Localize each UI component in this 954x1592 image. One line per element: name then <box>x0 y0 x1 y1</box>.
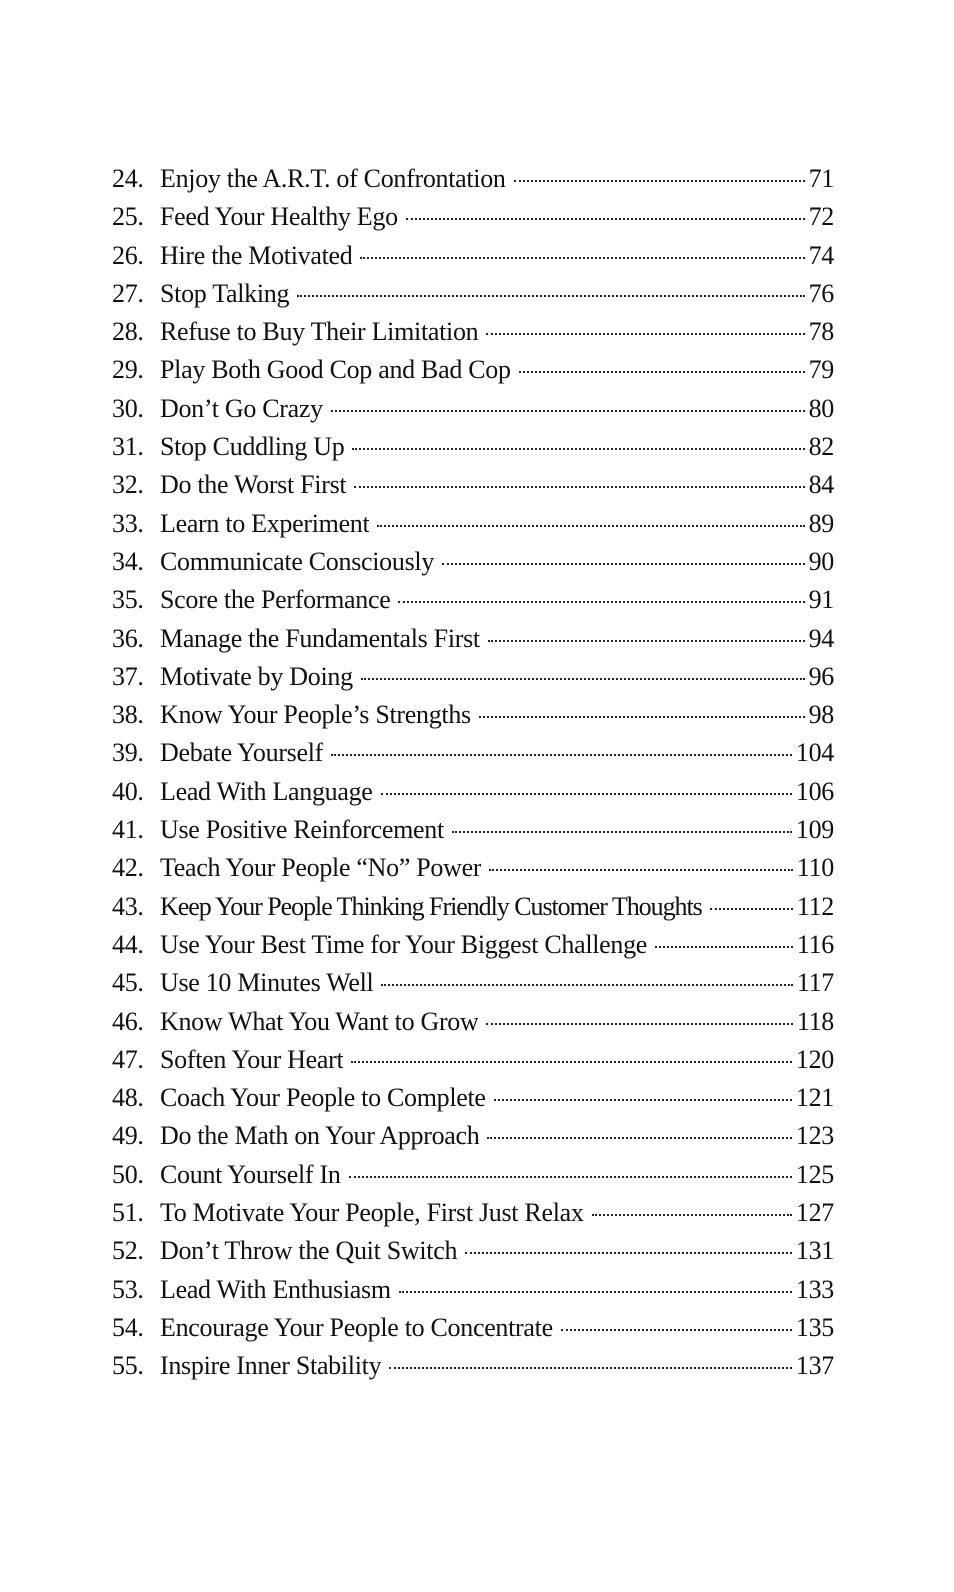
dot-leader <box>561 1328 792 1331</box>
toc-entry-number: 47. <box>112 1044 144 1074</box>
dot-leader <box>488 639 805 642</box>
toc-entry <box>112 198 834 236</box>
toc-entry-page-number: 120 <box>795 1044 834 1074</box>
toc-entry-page-number: 125 <box>795 1159 834 1189</box>
dot-leader <box>487 1136 791 1139</box>
toc-entry-title: Use 10 Minutes Well <box>160 968 374 998</box>
toc-entry-page-number: 117 <box>796 968 834 998</box>
toc-entry-title: Know What You Want to Grow <box>160 1006 479 1036</box>
toc-entry-title: Manage the Fundamentals First <box>160 623 480 653</box>
toc-entry-page-number: 133 <box>795 1274 834 1304</box>
toc-entry-page-number: 90 <box>808 546 834 576</box>
toc-entry <box>112 237 834 275</box>
toc-entry-title: Lead With Enthusiasm <box>160 1274 391 1304</box>
dot-leader <box>442 562 805 565</box>
toc-entry-page-number: 72 <box>808 202 834 232</box>
toc-entry-title: Soften Your Heart <box>160 1044 344 1074</box>
toc-entry-number: 45. <box>112 968 144 998</box>
toc-entry-number: 55. <box>112 1351 144 1381</box>
toc-entry <box>112 1079 834 1117</box>
dot-leader <box>479 715 805 718</box>
dot-leader <box>297 294 804 297</box>
toc-entry-page-number: 106 <box>795 776 834 806</box>
dot-leader <box>352 447 804 450</box>
toc-entry-title: Communicate Consciously <box>160 546 435 576</box>
toc-entry-title: Don’t Throw the Quit Switch <box>160 1236 458 1266</box>
toc-entry-number: 50. <box>112 1159 144 1189</box>
toc-entry-page-number: 94 <box>808 623 834 653</box>
toc-entry-title: Play Both Good Cop and Bad Cop <box>160 355 511 385</box>
dot-leader <box>331 753 792 756</box>
toc-entry <box>112 888 834 926</box>
toc-entry <box>112 620 834 658</box>
toc-entry <box>112 1003 834 1041</box>
toc-entry-title: Learn to Experiment <box>160 508 370 538</box>
toc-entry <box>112 428 834 466</box>
toc-entry <box>112 1041 834 1079</box>
toc-entry-title: Refuse to Buy Their Limitation <box>160 317 479 347</box>
toc-entry <box>112 313 834 351</box>
toc-entry-number: 33. <box>112 508 144 538</box>
toc-entry-page-number: 96 <box>808 661 834 691</box>
toc-entry <box>112 466 834 504</box>
toc-entry-title: Use Your Best Time for Your Biggest Challenge <box>160 929 648 959</box>
toc-entry-title: Encourage Your People to Concentrate <box>160 1312 553 1342</box>
toc-entry-page-number: 104 <box>795 738 834 768</box>
toc-entry <box>112 811 834 849</box>
toc-entry-number: 24. <box>112 164 144 193</box>
toc-entry <box>112 964 834 1002</box>
toc-entry-title: Use Positive Reinforcement <box>160 815 444 845</box>
dot-leader <box>406 217 805 220</box>
toc-entry <box>112 1156 834 1194</box>
toc-entry-page-number: 118 <box>796 1006 834 1036</box>
toc-entry <box>112 160 834 198</box>
toc-entry-page-number: 123 <box>795 1121 834 1151</box>
dot-leader <box>655 945 793 948</box>
toc-entry <box>112 505 834 543</box>
dot-leader <box>514 179 805 182</box>
toc-entry <box>112 351 834 389</box>
toc-entry-page-number: 131 <box>795 1236 834 1266</box>
toc-entry-title: Teach Your People “No” Power <box>160 853 482 883</box>
dot-leader <box>398 600 804 603</box>
dot-leader <box>381 983 792 986</box>
toc-entry-page-number: 109 <box>795 815 834 845</box>
toc-entry-page-number: 135 <box>795 1312 834 1342</box>
toc-entry-page-number: 78 <box>808 317 834 347</box>
toc-entry <box>112 275 834 313</box>
toc-entry-number: 40. <box>112 776 144 806</box>
toc-entry <box>112 696 834 734</box>
toc-entry-title: Do the Worst First <box>160 470 347 500</box>
toc-entry-page-number: 116 <box>796 929 834 959</box>
table-of-contents <box>112 160 834 1386</box>
dot-leader <box>710 907 793 910</box>
toc-entry-title: Coach Your People to Complete <box>160 1083 486 1113</box>
toc-entry-title: Count Yourself In <box>160 1159 341 1189</box>
toc-entry-title: Lead With Language <box>160 776 373 806</box>
toc-entry-page-number: 137 <box>795 1351 834 1381</box>
toc-entry <box>112 1347 834 1385</box>
dot-leader <box>452 830 792 833</box>
toc-entry <box>112 1194 834 1232</box>
dot-leader <box>489 868 793 871</box>
dot-leader <box>381 792 792 795</box>
toc-entry-number: 36. <box>112 623 144 653</box>
toc-entry-number: 26. <box>112 240 144 270</box>
toc-entry <box>112 849 834 887</box>
dot-leader <box>360 256 804 259</box>
toc-entry-number: 29. <box>112 355 144 385</box>
toc-entry-page-number: 110 <box>796 853 834 883</box>
dot-leader <box>486 1022 792 1025</box>
toc-entry-number: 41. <box>112 815 144 845</box>
toc-entry-page-number: 89 <box>808 508 834 538</box>
toc-entry-number: 25. <box>112 202 144 232</box>
toc-entry-page-number: 112 <box>796 891 834 921</box>
toc-entry-page-number: 84 <box>808 470 834 500</box>
dot-leader <box>592 1213 792 1216</box>
toc-entry <box>112 543 834 581</box>
dot-leader <box>494 1098 792 1101</box>
toc-entry-title: Debate Yourself <box>160 738 324 768</box>
toc-entry-title: Feed Your Healthy Ego <box>160 202 398 232</box>
toc-entry-title: Do the Math on Your Approach <box>160 1121 480 1151</box>
toc-entry-number: 51. <box>112 1198 144 1228</box>
toc-entry <box>112 658 834 696</box>
dot-leader <box>331 409 805 412</box>
toc-entry-number: 32. <box>112 470 144 500</box>
toc-entry-title: Don’t Go Crazy <box>160 393 323 423</box>
dot-leader <box>377 524 804 527</box>
dot-leader <box>349 1175 792 1178</box>
dot-leader <box>389 1366 792 1369</box>
toc-entry-number: 46. <box>112 1006 144 1036</box>
toc-entry-page-number: 74 <box>808 240 834 270</box>
toc-entry-number: 34. <box>112 546 144 576</box>
toc-entry <box>112 1271 834 1309</box>
toc-entry-number: 28. <box>112 317 144 347</box>
toc-entry-page-number: 127 <box>795 1198 834 1228</box>
toc-entry-number: 54. <box>112 1312 144 1342</box>
toc-entry-page-number: 79 <box>808 355 834 385</box>
toc-entry <box>112 926 834 964</box>
toc-entry-number: 31. <box>112 432 144 462</box>
toc-entry-page-number: 76 <box>808 278 834 308</box>
toc-entry <box>112 390 834 428</box>
toc-entry-number: 52. <box>112 1236 144 1266</box>
dot-leader <box>399 1290 792 1293</box>
toc-entry-number: 38. <box>112 700 144 730</box>
toc-entry <box>112 1309 834 1347</box>
toc-entry-number: 35. <box>112 585 144 615</box>
toc-entry-title: Keep Your People Thinking Friendly Customer Thoughts <box>160 891 702 921</box>
toc-entry-title: Score the Performance <box>160 585 391 615</box>
toc-entry <box>112 1232 834 1270</box>
dot-leader <box>486 332 804 335</box>
toc-entry-number: 53. <box>112 1274 144 1304</box>
toc-entry-title: Know Your People’s Strengths <box>160 700 471 730</box>
toc-entry-page-number: 121 <box>795 1083 834 1113</box>
toc-entry-number: 37. <box>112 661 144 691</box>
dot-leader <box>361 677 805 680</box>
toc-entry <box>112 734 834 772</box>
toc-entry-title: Inspire Inner Stability <box>160 1351 382 1381</box>
toc-entry-number: 43. <box>112 891 144 921</box>
toc-entry-number: 42. <box>112 853 144 883</box>
toc-entry-page-number: 91 <box>808 585 834 615</box>
toc-entry-page-number: 71 <box>808 164 834 193</box>
toc-entry <box>112 1117 834 1155</box>
dot-leader <box>519 370 805 373</box>
toc-entry <box>112 581 834 619</box>
toc-entry-number: 39. <box>112 738 144 768</box>
toc-entry-number: 49. <box>112 1121 144 1151</box>
toc-entry-title: Enjoy the A.R.T. of Confrontation <box>160 164 506 193</box>
toc-entry-number: 27. <box>112 278 144 308</box>
toc-entry-title: Hire the Motivated <box>160 240 353 270</box>
toc-entry-number: 30. <box>112 393 144 423</box>
toc-entry-title: Stop Talking <box>160 278 290 308</box>
toc-entry-title: Motivate by Doing <box>160 661 353 691</box>
toc-entry-number: 44. <box>112 929 144 959</box>
dot-leader <box>354 485 804 488</box>
toc-entry-page-number: 80 <box>808 393 834 423</box>
toc-entry-page-number: 82 <box>808 432 834 462</box>
toc-entry-page-number: 98 <box>808 700 834 730</box>
dot-leader <box>351 1060 792 1063</box>
toc-entry-title: To Motivate Your People, First Just Relax <box>160 1198 584 1228</box>
toc-entry <box>112 773 834 811</box>
toc-entry-title: Stop Cuddling Up <box>160 432 345 462</box>
toc-entry-number: 48. <box>112 1083 144 1113</box>
dot-leader <box>465 1251 792 1254</box>
